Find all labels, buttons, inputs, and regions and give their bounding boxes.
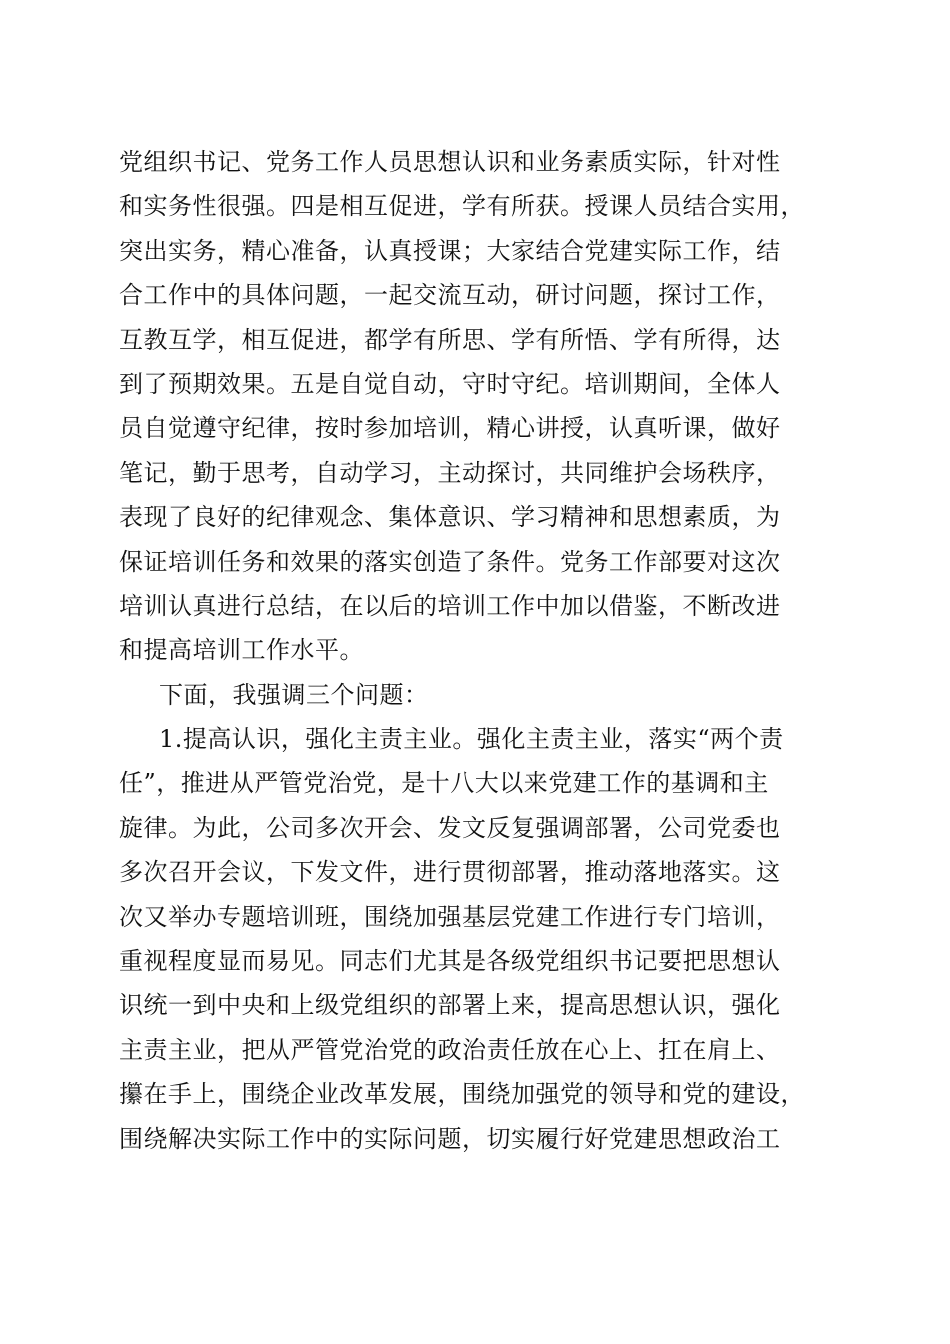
text-line: 主责主业，把从严管党治党的政治责任放在心上、扛在肩上、 [119,1035,781,1064]
text-line: 员自觉遵守纪律，按时参加培训，精心讲授，认真听课，做好 [119,414,781,443]
text-line: 攥在手上，围绕企业改革发展，围绕加强党的领导和党的建设， [119,1080,805,1109]
text-line: 笔记，勤于思考，自动学习，主动探讨，共同维护会场秩序， [119,458,781,487]
text-line: 旋律。为此，公司多次开会、发文反复强调部署，公司党委也 [119,813,781,842]
text-line: 次又举办专题培训班，围绕加强基层党建工作进行专门培训， [119,902,781,931]
text-line: 表现了良好的纪律观念、集体意识、学习精神和思想素质，为 [119,503,781,532]
text-line: 1.提高认识，强化主责主业。强化主责主业，落实“两个责 [159,725,784,754]
text-line: 和实务性很强。四是相互促进，学有所获。授课人员结合实用， [119,192,805,221]
text-line: 党组织书记、党务工作人员思想认识和业务素质实际，针对性 [119,148,781,176]
text-line: 和提高培训工作水平。 [119,636,364,665]
text-line: 合工作中的具体问题，一起交流互动，研讨问题，探讨工作， [119,281,781,310]
text-line: 到了预期效果。五是自觉自动，守时守纪。培训期间，全体人 [119,369,781,398]
text-line: 互教互学，相互促进，都学有所思、学有所悟、学有所得，达 [119,325,781,354]
text-line: 保证培训任务和效果的落实创造了条件。党务工作部要对这次 [119,547,781,576]
text-line: 多次召开会议，下发文件，进行贯彻部署，推动落地落实。这 [119,858,781,887]
text-line: 围绕解决实际工作中的实际问题，切实履行好党建思想政治工 [119,1124,781,1153]
text-line: 突出实务，精心准备，认真授课；大家结合党建实际工作，结 [119,236,781,265]
body-text [119,140,839,1161]
text-line: 培训认真进行总结，在以后的培训工作中加以借鉴，不断改进 [119,591,781,620]
text-line: 识统一到中央和上级党组织的部署上来，提高思想认识，强化 [119,991,781,1020]
text-line: 任”，推进从严管党治党，是十八大以来党建工作的基调和主 [119,769,769,798]
text-line: 下面，我强调三个问题： [159,680,429,709]
text-line: 重视程度显而易见。同志们尤其是各级党组织书记要把思想认 [119,947,781,976]
